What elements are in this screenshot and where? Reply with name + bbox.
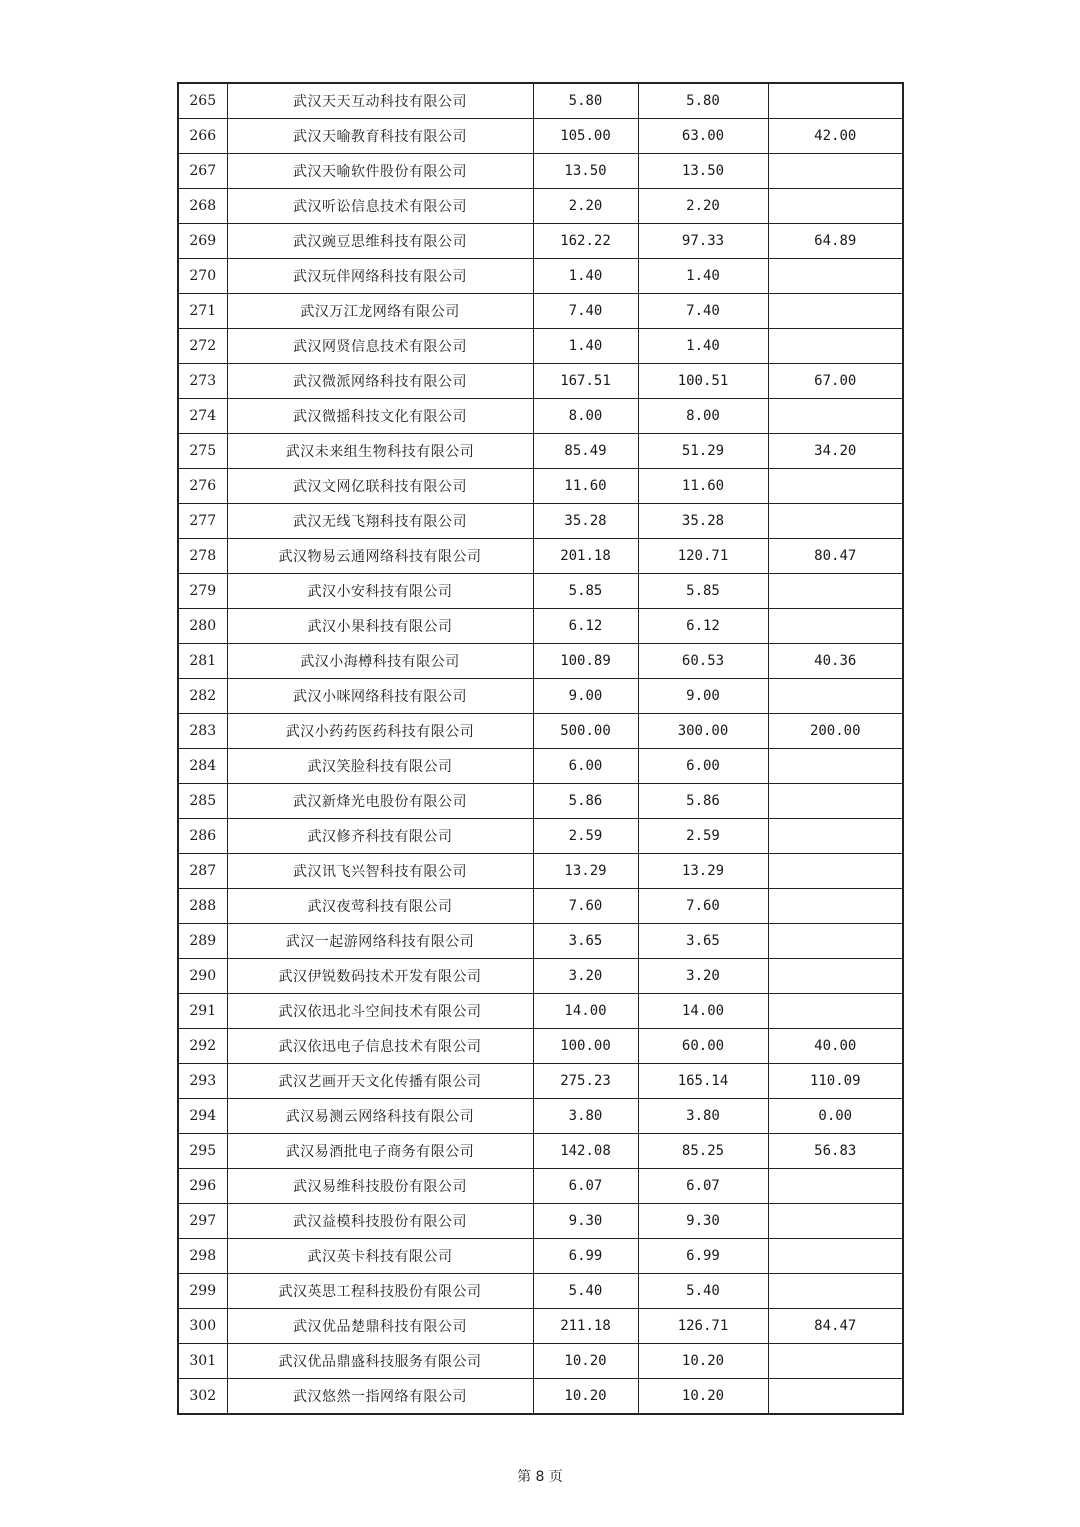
row-number-cell: 288 [178,889,227,924]
row-number-cell: 276 [178,469,227,504]
first-amount-cell: 6.12 [638,609,768,644]
table-row [178,504,903,539]
table-row [178,714,903,749]
total-amount-cell: 1.40 [533,259,638,294]
second-amount-cell [768,609,903,644]
first-amount-cell: 5.40 [638,1274,768,1309]
table-row [178,889,903,924]
row-number-cell: 289 [178,924,227,959]
total-amount-cell: 10.20 [533,1379,638,1415]
total-amount-cell: 85.49 [533,434,638,469]
first-amount-cell: 60.53 [638,644,768,679]
total-amount-cell: 2.20 [533,189,638,224]
company-name-cell: 武汉易维科技股份有限公司 [227,1169,533,1204]
table-row [178,119,903,154]
table-row [178,1239,903,1274]
second-amount-cell [768,1239,903,1274]
total-amount-cell: 3.80 [533,1099,638,1134]
row-number-cell: 275 [178,434,227,469]
company-name-cell: 武汉优品楚鼎科技有限公司 [227,1309,533,1344]
total-amount-cell: 5.80 [533,83,638,119]
company-name-cell: 武汉豌豆思维科技有限公司 [227,224,533,259]
table-row [178,1029,903,1064]
first-amount-cell: 14.00 [638,994,768,1029]
row-number-cell: 265 [178,83,227,119]
second-amount-cell [768,854,903,889]
total-amount-cell: 6.99 [533,1239,638,1274]
company-name-cell: 武汉伊锐数码技术开发有限公司 [227,959,533,994]
first-amount-cell: 7.60 [638,889,768,924]
second-amount-cell: 64.89 [768,224,903,259]
row-number-cell: 302 [178,1379,227,1415]
total-amount-cell: 9.00 [533,679,638,714]
first-amount-cell: 10.20 [638,1379,768,1415]
second-amount-cell: 42.00 [768,119,903,154]
total-amount-cell: 11.60 [533,469,638,504]
first-amount-cell: 2.59 [638,819,768,854]
total-amount-cell: 13.29 [533,854,638,889]
row-number-cell: 271 [178,294,227,329]
page-number: 第 8 页 [517,1469,563,1485]
second-amount-cell [768,819,903,854]
first-amount-cell: 3.20 [638,959,768,994]
first-amount-cell: 11.60 [638,469,768,504]
table-row [178,1204,903,1239]
row-number-cell: 293 [178,1064,227,1099]
table-row [178,749,903,784]
row-number-cell: 298 [178,1239,227,1274]
table-row [178,434,903,469]
first-amount-cell: 60.00 [638,1029,768,1064]
row-number-cell: 284 [178,749,227,784]
company-subsidy-table [177,82,904,1415]
row-number-cell: 291 [178,994,227,1029]
table-row [178,539,903,574]
row-number-cell: 283 [178,714,227,749]
first-amount-cell: 10.20 [638,1344,768,1379]
total-amount-cell: 6.12 [533,609,638,644]
second-amount-cell [768,784,903,819]
table-row [178,1099,903,1134]
row-number-cell: 300 [178,1309,227,1344]
company-name-cell: 武汉依迅北斗空间技术有限公司 [227,994,533,1029]
company-name-cell: 武汉小咪网络科技有限公司 [227,679,533,714]
second-amount-cell [768,1204,903,1239]
first-amount-cell: 85.25 [638,1134,768,1169]
first-amount-cell: 5.80 [638,83,768,119]
table-row [178,924,903,959]
company-name-cell: 武汉网贤信息技术有限公司 [227,329,533,364]
company-name-cell: 武汉听讼信息技术有限公司 [227,189,533,224]
first-amount-cell: 13.50 [638,154,768,189]
table-row [178,959,903,994]
table-row [178,1379,903,1415]
second-amount-cell [768,1344,903,1379]
row-number-cell: 273 [178,364,227,399]
company-name-cell: 武汉易测云网络科技有限公司 [227,1099,533,1134]
row-number-cell: 286 [178,819,227,854]
company-name-cell: 武汉易酒批电子商务有限公司 [227,1134,533,1169]
row-number-cell: 287 [178,854,227,889]
first-amount-cell: 6.99 [638,1239,768,1274]
total-amount-cell: 8.00 [533,399,638,434]
company-name-cell: 武汉艺画开天文化传播有限公司 [227,1064,533,1099]
second-amount-cell: 0.00 [768,1099,903,1134]
table-row [178,259,903,294]
second-amount-cell [768,154,903,189]
row-number-cell: 301 [178,1344,227,1379]
total-amount-cell: 7.40 [533,294,638,329]
first-amount-cell: 97.33 [638,224,768,259]
company-name-cell: 武汉夜莺科技有限公司 [227,889,533,924]
total-amount-cell: 35.28 [533,504,638,539]
table-row [178,399,903,434]
table-row [178,609,903,644]
second-amount-cell [768,259,903,294]
second-amount-cell [768,889,903,924]
company-name-cell: 武汉讯飞兴智科技有限公司 [227,854,533,889]
table-row [178,1274,903,1309]
row-number-cell: 295 [178,1134,227,1169]
first-amount-cell: 126.71 [638,1309,768,1344]
row-number-cell: 272 [178,329,227,364]
table-row [178,994,903,1029]
table-row [178,644,903,679]
total-amount-cell: 211.18 [533,1309,638,1344]
first-amount-cell: 63.00 [638,119,768,154]
table-row [178,83,903,119]
second-amount-cell [768,749,903,784]
row-number-cell: 282 [178,679,227,714]
first-amount-cell: 6.07 [638,1169,768,1204]
company-name-cell: 武汉未来组生物科技有限公司 [227,434,533,469]
second-amount-cell: 40.36 [768,644,903,679]
company-name-cell: 武汉小果科技有限公司 [227,609,533,644]
total-amount-cell: 3.20 [533,959,638,994]
total-amount-cell: 13.50 [533,154,638,189]
second-amount-cell [768,469,903,504]
first-amount-cell: 3.65 [638,924,768,959]
total-amount-cell: 142.08 [533,1134,638,1169]
row-number-cell: 294 [178,1099,227,1134]
total-amount-cell: 167.51 [533,364,638,399]
first-amount-cell: 5.85 [638,574,768,609]
total-amount-cell: 100.00 [533,1029,638,1064]
total-amount-cell: 6.07 [533,1169,638,1204]
table-row [178,854,903,889]
total-amount-cell: 100.89 [533,644,638,679]
first-amount-cell: 2.20 [638,189,768,224]
total-amount-cell: 105.00 [533,119,638,154]
table-row [178,1064,903,1099]
total-amount-cell: 3.65 [533,924,638,959]
table-row [178,1309,903,1344]
second-amount-cell [768,924,903,959]
company-name-cell: 武汉小药药医药科技有限公司 [227,714,533,749]
second-amount-cell [768,1169,903,1204]
first-amount-cell: 3.80 [638,1099,768,1134]
first-amount-cell: 51.29 [638,434,768,469]
row-number-cell: 280 [178,609,227,644]
table-row [178,224,903,259]
total-amount-cell: 5.85 [533,574,638,609]
first-amount-cell: 5.86 [638,784,768,819]
second-amount-cell: 80.47 [768,539,903,574]
row-number-cell: 299 [178,1274,227,1309]
total-amount-cell: 275.23 [533,1064,638,1099]
second-amount-cell: 67.00 [768,364,903,399]
row-number-cell: 268 [178,189,227,224]
second-amount-cell: 40.00 [768,1029,903,1064]
company-name-cell: 武汉微派网络科技有限公司 [227,364,533,399]
company-name-cell: 武汉益模科技股份有限公司 [227,1204,533,1239]
second-amount-cell [768,329,903,364]
row-number-cell: 296 [178,1169,227,1204]
company-name-cell: 武汉新烽光电股份有限公司 [227,784,533,819]
first-amount-cell: 165.14 [638,1064,768,1099]
second-amount-cell: 56.83 [768,1134,903,1169]
first-amount-cell: 13.29 [638,854,768,889]
row-number-cell: 292 [178,1029,227,1064]
first-amount-cell: 6.00 [638,749,768,784]
total-amount-cell: 7.60 [533,889,638,924]
first-amount-cell: 1.40 [638,329,768,364]
second-amount-cell: 34.20 [768,434,903,469]
company-name-cell: 武汉天天互动科技有限公司 [227,83,533,119]
row-number-cell: 281 [178,644,227,679]
total-amount-cell: 10.20 [533,1344,638,1379]
second-amount-cell: 200.00 [768,714,903,749]
company-name-cell: 武汉天喻软件股份有限公司 [227,154,533,189]
table-row [178,294,903,329]
total-amount-cell: 5.40 [533,1274,638,1309]
total-amount-cell: 201.18 [533,539,638,574]
second-amount-cell [768,679,903,714]
total-amount-cell: 5.86 [533,784,638,819]
company-name-cell: 武汉优品鼎盛科技服务有限公司 [227,1344,533,1379]
total-amount-cell: 6.00 [533,749,638,784]
row-number-cell: 269 [178,224,227,259]
row-number-cell: 278 [178,539,227,574]
second-amount-cell [768,294,903,329]
company-name-cell: 武汉悠然一指网络有限公司 [227,1379,533,1415]
total-amount-cell: 162.22 [533,224,638,259]
first-amount-cell: 9.00 [638,679,768,714]
company-name-cell: 武汉文网亿联科技有限公司 [227,469,533,504]
row-number-cell: 267 [178,154,227,189]
first-amount-cell: 300.00 [638,714,768,749]
table-row [178,329,903,364]
table-row [178,189,903,224]
table-row [178,819,903,854]
company-name-cell: 武汉英卡科技有限公司 [227,1239,533,1274]
row-number-cell: 290 [178,959,227,994]
first-amount-cell: 8.00 [638,399,768,434]
second-amount-cell [768,1379,903,1415]
first-amount-cell: 9.30 [638,1204,768,1239]
table-row [178,364,903,399]
table-row [178,154,903,189]
company-name-cell: 武汉小海樽科技有限公司 [227,644,533,679]
company-name-cell: 武汉英思工程科技股份有限公司 [227,1274,533,1309]
company-name-cell: 武汉天喻教育科技有限公司 [227,119,533,154]
table-row [178,469,903,504]
company-name-cell: 武汉万江龙网络有限公司 [227,294,533,329]
second-amount-cell [768,399,903,434]
company-name-cell: 武汉笑脸科技有限公司 [227,749,533,784]
table-row [178,574,903,609]
table-body [178,83,903,1414]
company-name-cell: 武汉无线飞翔科技有限公司 [227,504,533,539]
second-amount-cell [768,83,903,119]
second-amount-cell [768,504,903,539]
second-amount-cell [768,189,903,224]
row-number-cell: 279 [178,574,227,609]
first-amount-cell: 7.40 [638,294,768,329]
row-number-cell: 285 [178,784,227,819]
first-amount-cell: 35.28 [638,504,768,539]
table-row [178,1169,903,1204]
total-amount-cell: 1.40 [533,329,638,364]
total-amount-cell: 2.59 [533,819,638,854]
total-amount-cell: 9.30 [533,1204,638,1239]
table-row [178,679,903,714]
company-name-cell: 武汉微摇科技文化有限公司 [227,399,533,434]
second-amount-cell [768,994,903,1029]
row-number-cell: 266 [178,119,227,154]
company-name-cell: 武汉玩伴网络科技有限公司 [227,259,533,294]
first-amount-cell: 120.71 [638,539,768,574]
total-amount-cell: 500.00 [533,714,638,749]
company-name-cell: 武汉依迅电子信息技术有限公司 [227,1029,533,1064]
first-amount-cell: 100.51 [638,364,768,399]
second-amount-cell [768,574,903,609]
second-amount-cell [768,959,903,994]
company-name-cell: 武汉物易云通网络科技有限公司 [227,539,533,574]
table-row [178,1344,903,1379]
row-number-cell: 270 [178,259,227,294]
row-number-cell: 274 [178,399,227,434]
total-amount-cell: 14.00 [533,994,638,1029]
second-amount-cell [768,1274,903,1309]
table-row [178,1134,903,1169]
row-number-cell: 277 [178,504,227,539]
row-number-cell: 297 [178,1204,227,1239]
first-amount-cell: 1.40 [638,259,768,294]
company-name-cell: 武汉一起游网络科技有限公司 [227,924,533,959]
company-name-cell: 武汉修齐科技有限公司 [227,819,533,854]
second-amount-cell: 110.09 [768,1064,903,1099]
company-name-cell: 武汉小安科技有限公司 [227,574,533,609]
table-row [178,784,903,819]
second-amount-cell: 84.47 [768,1309,903,1344]
